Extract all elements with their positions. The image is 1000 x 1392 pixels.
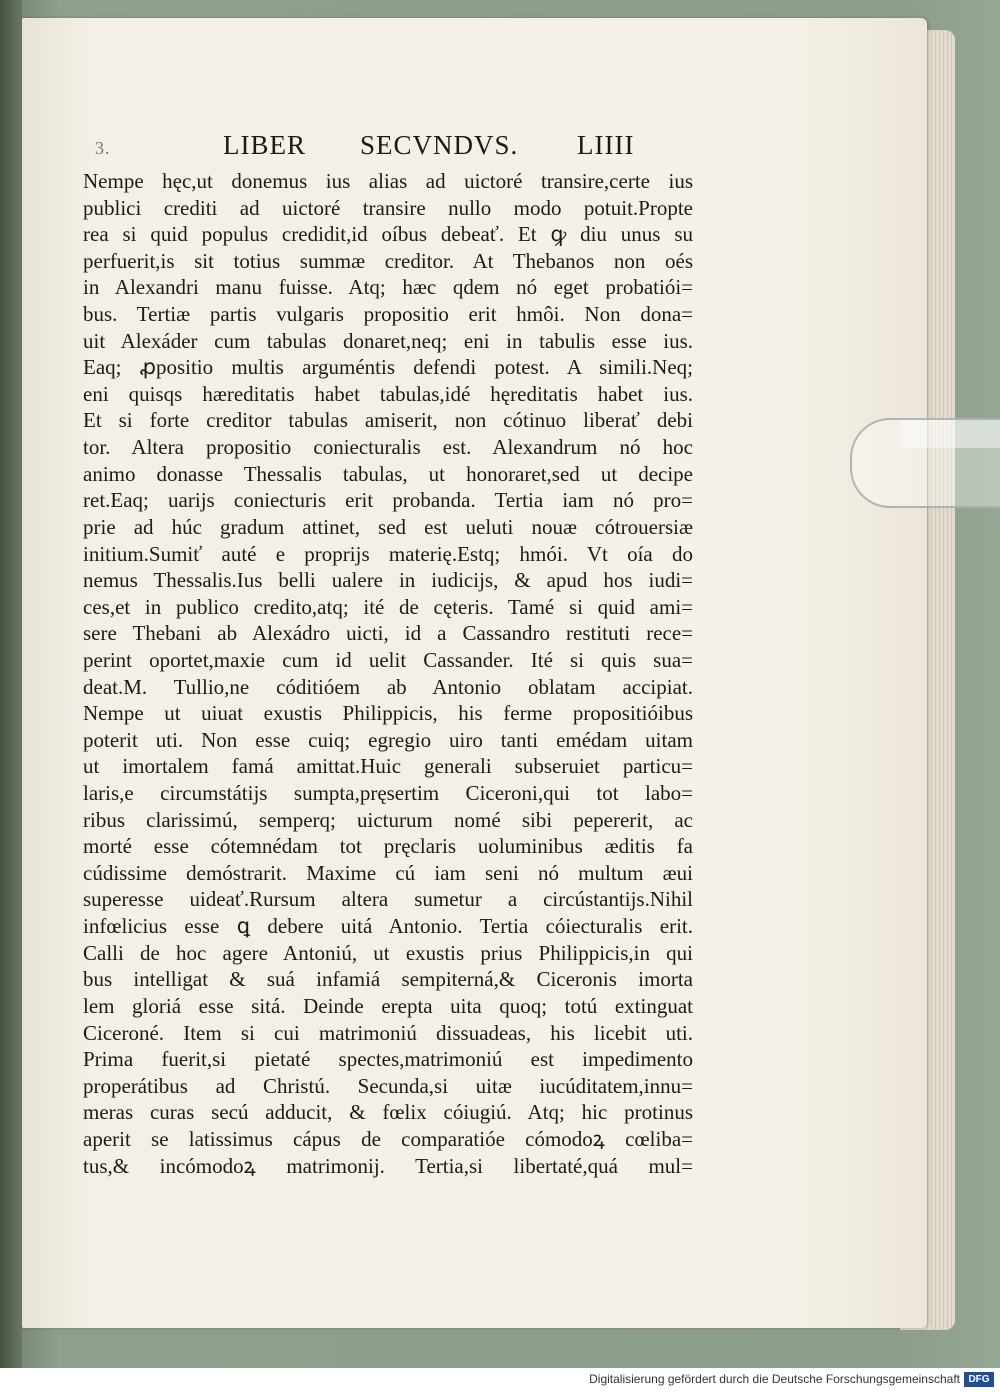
- text-line: eni quisqs hæreditatis habet tabulas,idé hęreditatis habet ius.: [83, 381, 693, 406]
- text-line: properátibus ad Christú. Secunda,si uitæ iucúditatem,innu=: [83, 1073, 693, 1098]
- folio-number: LIIII: [577, 130, 635, 160]
- header-mark: 3.: [95, 138, 111, 158]
- running-header: [95, 130, 655, 170]
- text-line: Calli de hoc agere Antoniú, ut exustis prius Philippicis,in qui: [83, 940, 693, 965]
- text-line: in Alexandri manu fuisse. Atq; hæc qdem nó eget probatiói=: [83, 275, 693, 300]
- text-line: sere Thebani ab Alexádro uicti, id a Cassandro restituti rece=: [83, 621, 693, 646]
- text-line: meras curas secú adducit, & fœlix cóiugiú. Atq; hic protinus: [83, 1100, 693, 1125]
- text-line: Prima fuerit,si pietaté spectes,matrimoniú est impedimento: [83, 1047, 693, 1072]
- text-line: initium.Sumiť auté e proprijs materię.Estq; hmói. Vt oía do: [83, 541, 693, 566]
- cover-edge: [0, 0, 22, 1368]
- text-line: animo donasse Thessalis tabulas, ut honoraret,sed ut decipe: [83, 461, 693, 486]
- text-line: Ciceroné. Item si cui matrimoniú dissuadeas, his licebit uti.: [83, 1020, 693, 1045]
- text-line: rea si quid populus credidit,id oíbus debeať. Et ꝙ diu unus su: [83, 222, 693, 247]
- text-line: morté esse cótemnédam tot pręclaris uoluminibus æditis fa: [83, 834, 693, 859]
- dfg-logo: DFG: [964, 1372, 994, 1387]
- text-line: tus,& incómodoꝝ matrimonij. Tertia,si libertaté,quá mul=: [83, 1153, 693, 1178]
- text-line: deat.M. Tullio,ne códitióem ab Antonio oblatam accipiat.: [83, 674, 693, 699]
- text-line: perint oportet,maxie cum id uelit Cassander. Ité si quis sua=: [83, 647, 693, 672]
- text-line: Nempe hęc,ut donemus ius alias ad uictoré transire,certe ius: [83, 169, 693, 193]
- text-line: perfuerit,is sit totius summæ creditor. At Thebanos non oés: [83, 248, 693, 273]
- text-line: Et si forte creditor tabulas amiserit, non cótinuo liberať debi: [83, 408, 693, 433]
- text-line: bus intelligat & suá infamiá sempiterná,& Ciceronis imorta: [83, 967, 693, 992]
- text-line: nemus Thessalis.Ius belli ualere in iudicijs, & apud hos iudi=: [83, 568, 693, 593]
- footer-bar: [0, 1368, 1000, 1392]
- text-line: laris,e circumstátijs sumpta,pręsertim Ciceroni,qui tot labo=: [83, 781, 693, 806]
- text-line: superesse uideať.Rursum altera sumetur a circústantijs.Nihil: [83, 887, 693, 912]
- text-line: publici crediti ad uictoré transire nullo modo potuit.Propte: [83, 195, 693, 220]
- text-line: ret.Eaq; uarijs coniecturis erit probanda. Tertia iam nó pro=: [83, 488, 693, 513]
- text-line: uit Alexáder cum tabulas donaret,neq; eni in tabulis esse ius.: [83, 328, 693, 353]
- text-line: bus. Tertiæ partis vulgaris propositio erit hmôi. Non dona=: [83, 302, 693, 327]
- text-line: tor. Altera propositio coniecturalis est. Alexandrum nó hoc: [83, 435, 693, 460]
- text-line: lem gloriá esse sitá. Deinde erepta uita quoq; totú extinguat: [83, 993, 693, 1018]
- body-text: [83, 168, 693, 1179]
- text-line: prie ad húc gradum attinet, sed est ueluti nouæ cótrouersiæ: [83, 514, 693, 539]
- text-line: aperit se latissimus cápus de comparatióe cómodoꝝ cœliba=: [83, 1126, 693, 1151]
- text-line: poterit uti. Non esse cuiq; egregio uiro tanti emédam uitam: [83, 727, 693, 752]
- header-title-left: LIBER: [223, 130, 306, 160]
- text-line: Eaq; ꝓpositio multis arguméntis defendi potest. A simili.Neq;: [83, 355, 693, 380]
- text-line: cúdissime demóstrarit. Maxime cú iam seni nó multum æui: [83, 860, 693, 885]
- footer-credit: Digitalisierung gefördert durch die Deutsche Forschungsgemeinschaft: [589, 1372, 960, 1386]
- text-line: ribus clarissimú, semperq; uicturum nomé sibi pepererit, ac: [83, 807, 693, 832]
- page-clip: [850, 418, 1000, 508]
- text-line: ces,et in publico credito,atq; ité de cęteris. Tamé si quid ami=: [83, 594, 693, 619]
- text-line: infœlicius esse ꝗ debere uitá Antonio. Tertia cóiecturalis erit.: [83, 914, 693, 939]
- text-line: ut imortalem famá amittat.Huic generali subseruiet particu=: [83, 754, 693, 779]
- header-title-right: SECVNDVS.: [360, 130, 519, 160]
- text-line: Nempe ut uiuat exustis Philippicis, his ferme propositióibus: [83, 701, 693, 726]
